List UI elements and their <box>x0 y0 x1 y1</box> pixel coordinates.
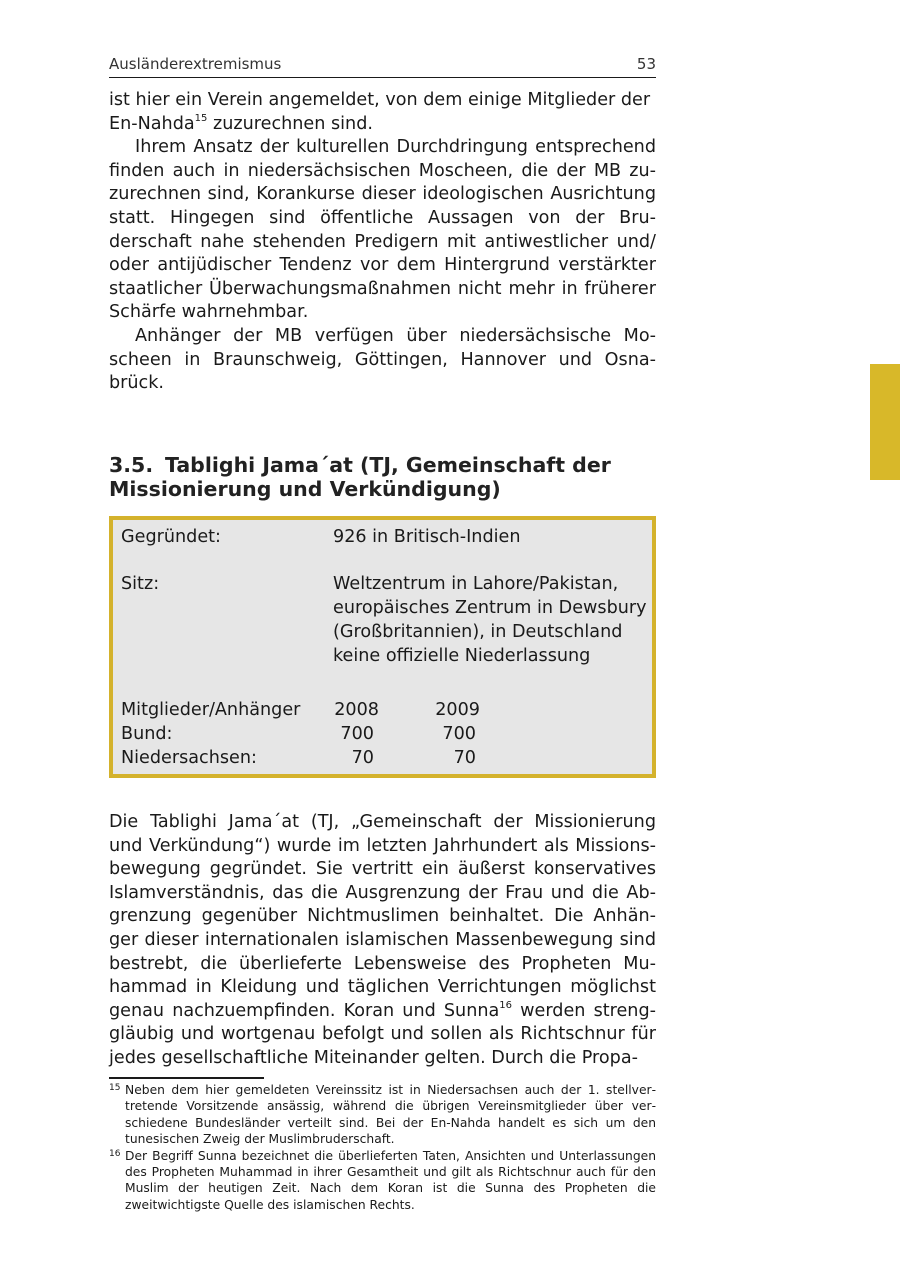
members-label: Mitglieder/Anhänger <box>121 700 301 720</box>
info-box <box>109 516 656 778</box>
paragraph-main-b: werden strenggläubig und wortgenau befolgt und sollen als Richtschnur für jedes gesellschaftliche Miteinander gelten. Durch die Propa- <box>109 1000 656 1068</box>
row-label-bund: Bund: <box>121 724 173 744</box>
running-header <box>109 53 656 78</box>
paragraph-3: Anhänger der MB verfügen über niedersächsische Moscheen in Braunschweig, Göttingen, Hannover und Osnabrück. <box>109 325 656 394</box>
section-number: 3.5. <box>109 453 154 477</box>
seat-line-3: (Großbritannien), in Deutschland <box>333 622 623 642</box>
paragraph-continued <box>109 89 656 136</box>
paragraph-main <box>109 811 656 1071</box>
seat-label: Sitz: <box>121 574 160 594</box>
year-2009: 2009 <box>435 700 480 720</box>
bund-2009: 700 <box>442 724 476 744</box>
footnote-separator <box>109 1077 264 1079</box>
footnote-ref-16[interactable]: 16 <box>499 999 513 1011</box>
line-2b: zuzurechnen sind. <box>207 113 373 134</box>
footnote-text: Der Begriff Sunna bezeichnet die überlieferten Taten, Ansichten und Unterlassungen des Propheten Muhammad in ihrer Gesamtheit und gilt als Richtschnur auch für den Muslim der heutigen Zeit. Nach dem Koran ist die Sunna des Propheten die zweitwichtigste Quelle des islamischen Rechts. <box>125 1148 656 1212</box>
footnote-number: 16 <box>109 1148 121 1159</box>
footnote-15 <box>109 1082 656 1148</box>
page-number: 53 <box>636 55 656 73</box>
running-title: Ausländerextremismus <box>109 55 282 73</box>
paragraph-main-a: Die Tablighi Jama´at (TJ, „Gemeinschaft der Missionierung und Verkündung“) wurde im letzten Jahrhundert als Missionsbewegung gegründet. Sie vertritt ein äußerst konservatives Islamverständnis, das die Ausgrenzung der Frau und die Abgrenzung gegenüber Nichtmuslimen beinhaltet. Die Anhänger dieser internationalen islamischen Massenbewegung sind bestrebt, die überlieferte Lebensweise des Propheten Muhammad in Kleidung und täglichen Verrichtungen möglichst genau nachzuempfinden. Koran und Sunna <box>109 812 656 1021</box>
niedersachsen-2009: 70 <box>453 748 476 768</box>
paragraph-2: Ihrem Ansatz der kulturellen Durchdringung entsprechend finden auch in niedersächsischen Moscheen, die der MB zuzurechnen sind, Korankurse dieser ideologischen Ausrichtung statt. Hingegen sind öffentliche Aussagen von der Bruderschaft nahe stehenden Predigern mit antiwestlicher und/ oder antijüdischer Tendenz vor dem Hintergrund verstärkter staatlicher Überwachungsmaßnahmen nicht mehr in früherer Schärfe wahrnehmbar. <box>109 137 656 323</box>
seat-line-1: Weltzentrum in Lahore/Pakistan, <box>333 574 619 594</box>
footnote-text: Neben dem hier gemeldeten Vereinssitz ist in Niedersachsen auch der 1. stellvertretende Vorsitzende ansässig, während die übrigen Vereinsmitglieder über verschiedene Bundesländer verteilt sind. Bei der En-Nahda handelt es sich um den tunesischen Zweig der Muslimbruderschaft. <box>125 1083 656 1147</box>
footnote-16 <box>109 1148 656 1214</box>
section-heading <box>109 453 656 501</box>
footnotes <box>109 1082 656 1213</box>
row-label-niedersachsen: Niedersachsen: <box>121 748 257 768</box>
year-2008: 2008 <box>334 700 379 720</box>
founded-label: Gegründet: <box>121 527 221 547</box>
niedersachsen-2008: 70 <box>351 748 374 768</box>
footnote-ref-15[interactable]: 15 <box>194 112 208 124</box>
seat-line-4: keine offizielle Niederlassung <box>333 646 591 666</box>
bund-2008: 700 <box>340 724 374 744</box>
footnote-number: 15 <box>109 1083 121 1093</box>
main-text-block <box>109 811 656 1071</box>
line-2a: En-Nahda <box>109 113 195 134</box>
seat-line-2: europäisches Zentrum in Dewsbury <box>333 598 647 618</box>
line-1: ist hier ein Verein angemeldet, von dem einige Mitglieder der <box>109 90 651 110</box>
founded-value: 926 in Britisch-Indien <box>333 527 521 547</box>
section-title: Tablighi Jama´at (TJ, Gemeinschaft der Missionierung und Verkündigung) <box>109 453 611 501</box>
chapter-tab-marker <box>870 364 900 480</box>
top-text-block <box>109 89 656 396</box>
